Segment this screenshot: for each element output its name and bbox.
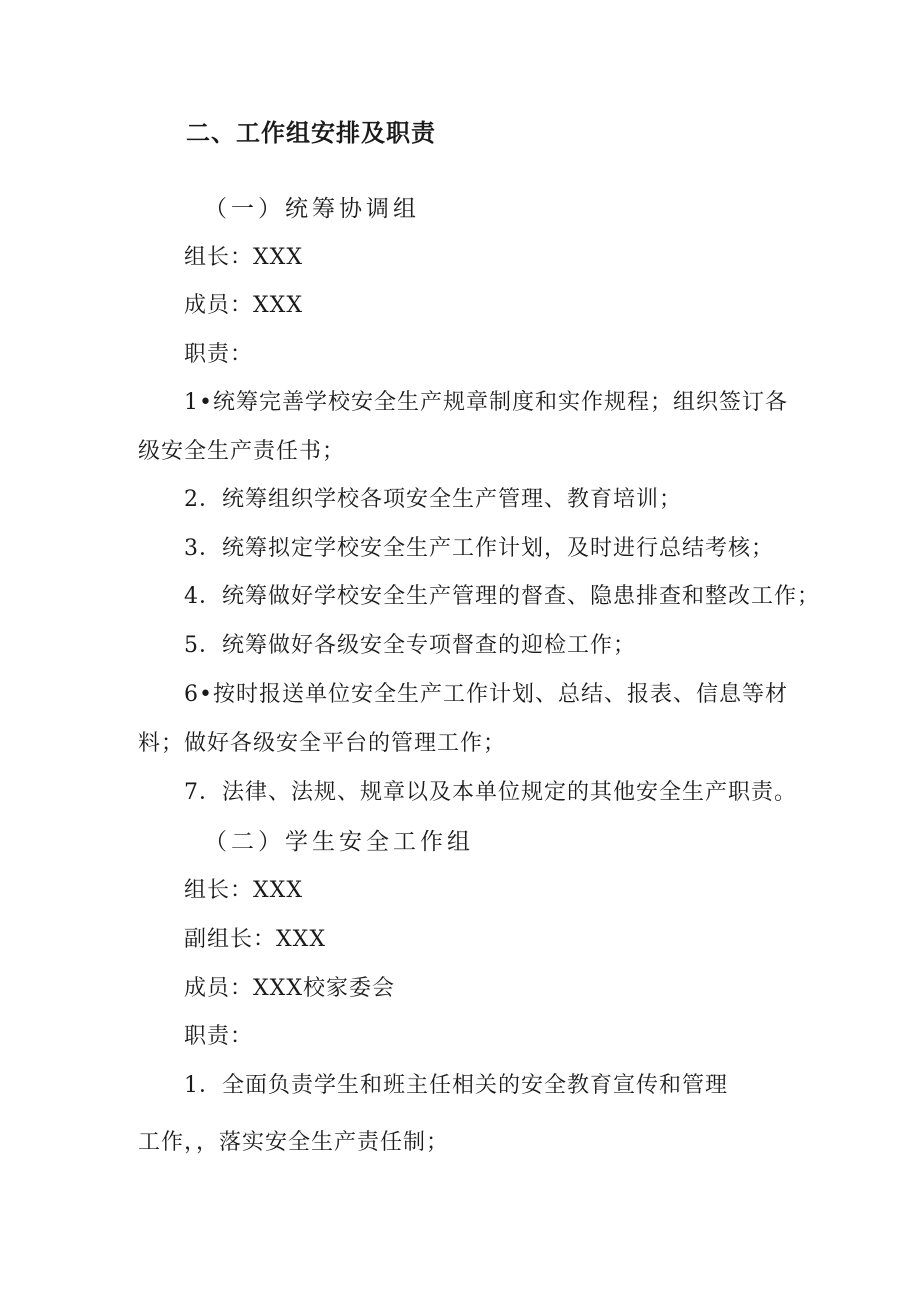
group1-item6-line1: 6•按时报送单位安全生产工作计划、总结、报表、信息等材 [184,682,788,707]
group1-members: 成员：XXX [184,293,303,318]
group1-item4: 4．统筹做好学校安全生产管理的督查、隐患排查和整改工作； [184,584,820,609]
group2-item1-line1: 1．全面负责学生和班主任相关的安全教育宣传和管理 [184,1073,728,1098]
group1-item3: 3．统筹拟定学校安全生产工作计划，及时进行总结考核； [184,536,774,561]
group1-item5: 5．统筹做好各级安全专项督查的迎检工作； [184,633,636,658]
group1-item1-line2: 级安全生产责任书； [138,439,346,464]
section-title: 二、工作组安排及职责 [186,119,436,147]
group1-title: （一）统筹协调组 [204,196,420,222]
group1-duties-label: 职责： [184,342,254,367]
group2-deputy-leader: 副组长：XXX [184,927,326,952]
group2-duties-label: 职责： [184,1024,254,1049]
group1-item2: 2．统筹组织学校各项安全生产管理、教育培训； [184,487,682,512]
group1-item1-line1: 1•统筹完善学校安全生产规章制度和实作规程；组织签订各 [184,390,788,415]
group2-item1-line2: 工作，，落实安全生产责任制； [138,1130,450,1155]
group1-item6-line2: 料；做好各级安全平台的管理工作； [138,731,507,756]
group1-leader: 组长：XXX [184,245,303,270]
group2-leader: 组长：XXX [184,878,303,903]
group2-members: 成员：XXX校家委会 [184,976,395,1001]
group1-item7: 7．法律、法规、规章以及本单位规定的其他安全生产职责。 [184,780,797,805]
group2-title: （二）学生安全工作组 [204,829,474,855]
